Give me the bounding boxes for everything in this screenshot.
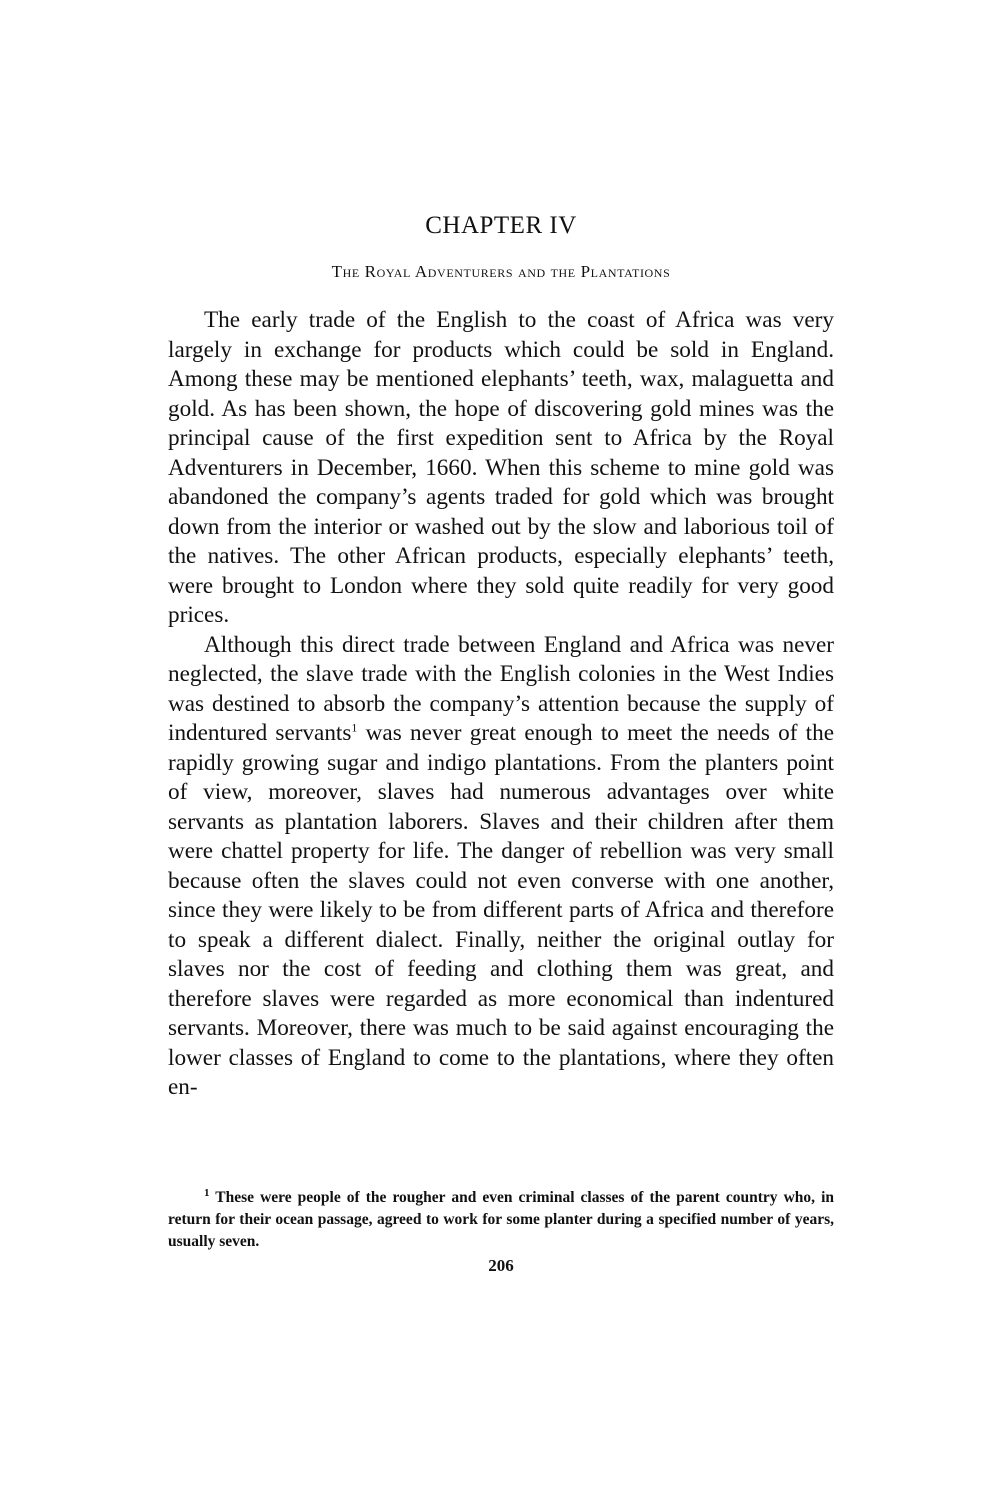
- paragraph-text: Although this direct trade between England and Africa was never neglected, the slave trade with the English colonies in the West Indies was destined to absorb the company’s attention because the supply of indentured servants: [168, 631, 834, 746]
- chapter-title: The Royal Adventurers and the Plantations: [331, 262, 671, 281]
- body-text: [168, 306, 834, 1103]
- footnote: [168, 1187, 834, 1253]
- page-number: 206: [488, 1256, 514, 1275]
- footnote-text: These were people of the rougher and even criminal classes of the parent country who, in return for their ocean passage, agreed to work for some planter during a specified number of years, usually seven.: [168, 1189, 834, 1250]
- paragraph-text-continued: was never great enough to meet the needs of the rapidly growing sugar and indigo plantations. From the planters point of view, moreover, slaves had numerous advantages over white servants as plantation laborers. Slaves and their children after them were chattel property for life. The danger of rebellion was very small because often the slaves could not even converse with one another, since they were likely to be from different parts of Africa and therefore to speak a different dialect. Finally, neither the original outlay for slaves nor the cost of feeding and clothing them was great, and therefore slaves were regarded as more economical than indentured servants. Moreover, there was much to be said against encouraging the lower classes of England to come to the plantations, where they often en-: [168, 720, 835, 1100]
- paragraph: [168, 631, 834, 1103]
- footnote-reference[interactable]: 1: [351, 720, 358, 735]
- footnote-number: 1: [204, 1186, 210, 1199]
- chapter-heading: CHAPTER IV: [425, 212, 577, 239]
- paragraph: The early trade of the English to the coast of Africa was very largely in exchange for products which could be sold in England. Among these may be mentioned elephants’ teeth, wax, malaguetta and gold. As has been shown, the hope of discovering gold mines was the principal cause of the first expedition sent to Africa by the Royal Adventurers in December, 1660. When this scheme to mine gold was abandoned the company’s agents traded for gold which was brought down from the interior or washed out by the slow and laborious toil of the natives. The other African products, especially elephants’ teeth, were brought to London where they sold quite readily for very good prices.: [168, 307, 834, 628]
